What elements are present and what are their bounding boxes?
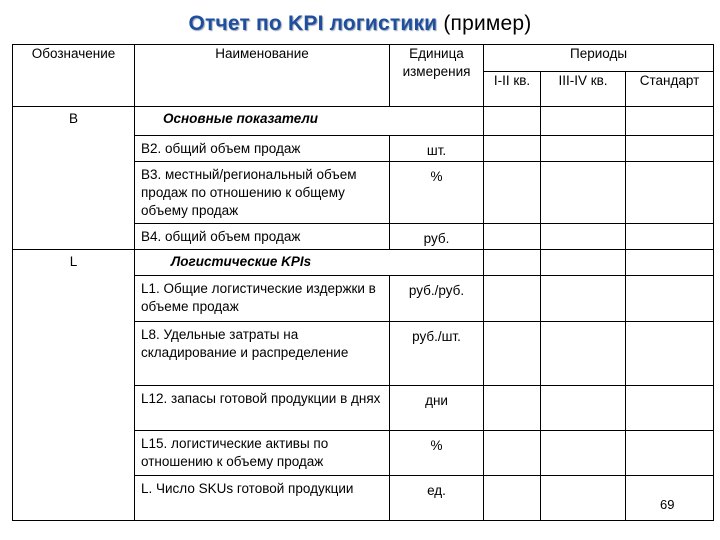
header-unit: Единица измерения	[390, 45, 484, 107]
indicator-name: L1. Общие логистические издержки в объеме продаж	[135, 276, 390, 322]
indicator-unit: руб./шт.	[390, 322, 484, 386]
section-code: L	[13, 250, 135, 521]
section-title: Основные показатели	[135, 107, 484, 136]
kpi-table	[12, 44, 714, 521]
indicator-name: L15. логистические активы по отношению к объему продаж	[135, 431, 390, 476]
indicator-name: L8. Удельные затраты на складирование и распределение	[135, 322, 390, 386]
header-name: Наименование	[135, 45, 390, 107]
section-row	[13, 107, 714, 136]
indicator-unit: руб./руб.	[390, 276, 484, 322]
section-code: B	[13, 107, 135, 250]
indicator-name: B4. общий объем продаж	[135, 224, 390, 250]
indicator-name: L12. запасы готовой продукции в днях	[135, 386, 390, 431]
page-title	[0, 12, 720, 36]
header-code: Обозначение	[13, 45, 135, 107]
indicator-name: L. Число SKUs готовой продукции	[135, 476, 390, 521]
header-q34: III-IV кв.	[541, 72, 626, 107]
indicator-name: B2. общий объем продаж	[135, 136, 390, 162]
indicator-unit: руб.	[390, 224, 484, 250]
header-q12: I-II кв.	[484, 72, 541, 107]
title-highlight: Отчет по KPI логистики	[188, 12, 438, 35]
section-title: Логистические KPIs	[135, 250, 484, 276]
header-standard: Стандарт	[626, 72, 714, 107]
indicator-unit: ед.	[390, 476, 484, 521]
section-row	[13, 250, 714, 276]
title-rest: (пример)	[437, 12, 532, 35]
indicator-unit: %	[390, 431, 484, 476]
header-periods: Периоды	[484, 45, 714, 72]
indicator-unit: %	[390, 162, 484, 224]
indicator-unit: дни	[390, 386, 484, 431]
page-number: 69	[660, 497, 675, 512]
indicator-name: B3. местный/региональный объем продаж по отношению к общему объему продаж	[135, 162, 390, 224]
indicator-unit: шт.	[390, 136, 484, 162]
